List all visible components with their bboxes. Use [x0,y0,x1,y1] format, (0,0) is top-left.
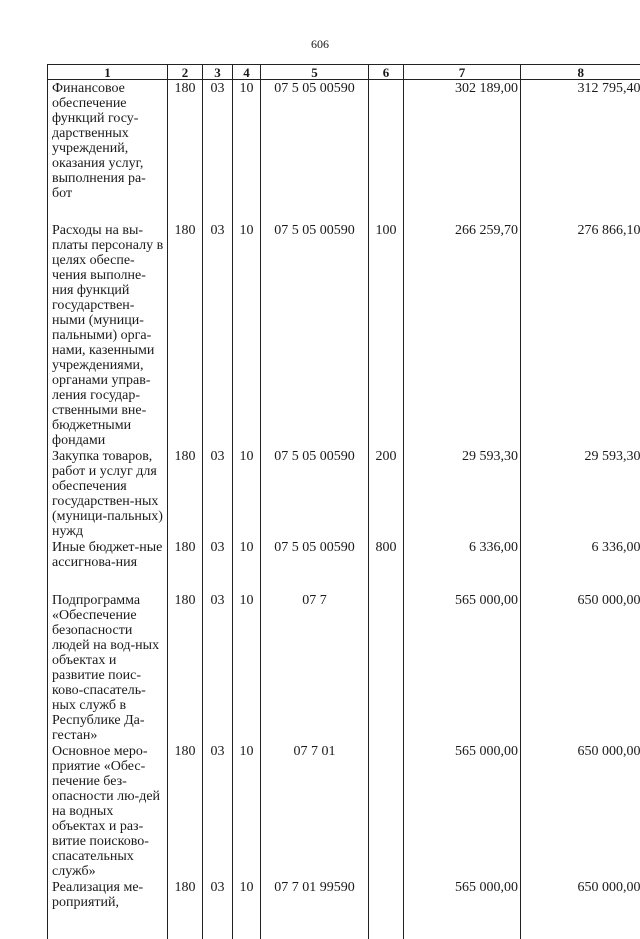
row-name [48,222,168,448]
row-col-6 [369,592,404,743]
table-row [48,448,640,539]
row-name-text: Финансовое обеспечение функций госу-дарственных учреждений, оказания услуг, выполнения ра-бот [52,81,165,201]
row-col-8: 650 000,00 [521,879,640,939]
row-name [48,448,168,539]
row-col-7: 29 593,30 [404,448,521,539]
header-col-4: 4 [233,65,261,80]
row-name-text: Закупка товаров, работ и услуг для обеспечения государствен-ных (муници-пальных) нужд [52,449,165,539]
row-name-text: Реализация ме-роприятий, [52,880,165,910]
budget-table [47,64,640,939]
row-col-7: 6 336,00 [404,539,521,592]
header-col-7: 7 [404,65,521,80]
row-col-4: 10 [233,222,261,448]
header-col-6: 6 [369,65,404,80]
table-row [48,743,640,879]
row-name-text: Расходы на вы-платы персоналу в целях обеспе-чения выполне-ния функций государствен-ными (муници-пальными) орга-нами, казенными учреждениями, органами управ-ления государ-ственными вне-бюджетными фондами [52,223,165,448]
row-col-2: 180 [168,448,203,539]
row-col-7: 302 189,00 [404,80,521,222]
row-col-3: 03 [203,448,233,539]
row-name-text: Основное меро-приятие «Обес-печение без-опасности лю-дей на водных объектах и раз-витие поисково-спасательных служб» [52,744,165,879]
row-name [48,743,168,879]
row-name-text: Подпрограмма «Обеспечение безопасности людей на вод-ных объектах и развитие поис-ково-спасатель-ных служб в Республике Да-гестан» [52,593,165,743]
row-name-text: Иные бюджет-ные ассигнова-ния [52,540,165,570]
row-col-7: 266 259,70 [404,222,521,448]
row-col-3: 03 [203,80,233,222]
header-col-3: 3 [203,65,233,80]
row-name [48,592,168,743]
table-row [48,539,640,592]
row-name [48,80,168,222]
row-col-6 [369,743,404,879]
row-name [48,539,168,592]
row-col-3: 03 [203,222,233,448]
page-number: 606 [0,37,640,52]
row-col-2: 180 [168,80,203,222]
row-col-6 [369,80,404,222]
row-col-5: 07 5 05 00590 [261,539,369,592]
row-col-8: 650 000,00 [521,743,640,879]
table-row [48,879,640,939]
row-col-2: 180 [168,879,203,939]
row-col-7: 565 000,00 [404,592,521,743]
row-col-5: 07 7 [261,592,369,743]
header-col-1: 1 [48,65,168,80]
row-col-8: 29 593,30 [521,448,640,539]
row-col-5: 07 5 05 00590 [261,448,369,539]
row-col-5: 07 7 01 99590 [261,879,369,939]
row-col-4: 10 [233,743,261,879]
header-col-2: 2 [168,65,203,80]
row-col-8: 312 795,40 [521,80,640,222]
header-col-5: 5 [261,65,369,80]
row-col-5: 07 5 05 00590 [261,222,369,448]
row-col-6 [369,879,404,939]
row-col-4: 10 [233,80,261,222]
row-col-6: 200 [369,448,404,539]
table-row [48,592,640,743]
header-row [48,65,640,80]
row-col-2: 180 [168,539,203,592]
row-col-4: 10 [233,879,261,939]
table-row [48,222,640,448]
row-col-6: 800 [369,539,404,592]
row-col-2: 180 [168,222,203,448]
row-col-8: 650 000,00 [521,592,640,743]
row-name [48,879,168,939]
row-col-6: 100 [369,222,404,448]
header-col-8: 8 [521,65,640,80]
row-col-4: 10 [233,592,261,743]
table-row [48,80,640,222]
row-col-8: 276 866,10 [521,222,640,448]
row-col-5: 07 7 01 [261,743,369,879]
row-col-3: 03 [203,539,233,592]
row-col-8: 6 336,00 [521,539,640,592]
row-col-4: 10 [233,448,261,539]
row-col-2: 180 [168,743,203,879]
row-col-2: 180 [168,592,203,743]
row-col-7: 565 000,00 [404,743,521,879]
row-col-5: 07 5 05 00590 [261,80,369,222]
row-col-3: 03 [203,592,233,743]
row-col-3: 03 [203,743,233,879]
row-col-7: 565 000,00 [404,879,521,939]
row-col-4: 10 [233,539,261,592]
row-col-3: 03 [203,879,233,939]
